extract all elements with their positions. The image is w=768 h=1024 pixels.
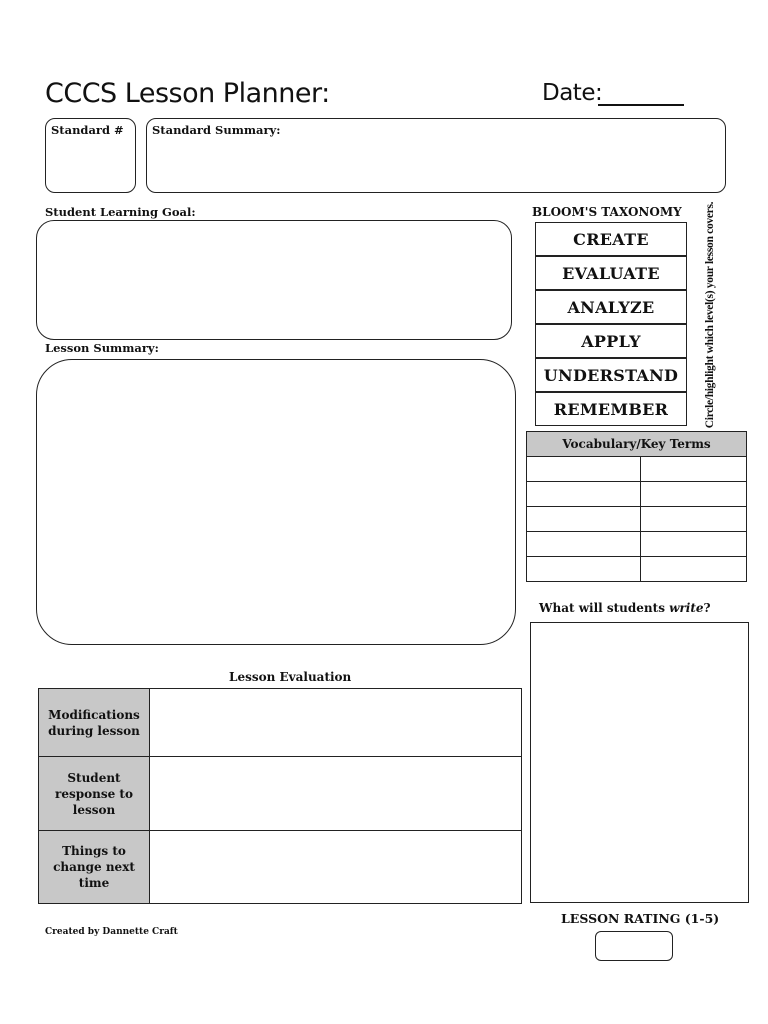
write-box[interactable] — [530, 622, 749, 903]
vocabulary-row — [527, 482, 747, 507]
bloom-instruction — [698, 201, 722, 429]
vocabulary-row — [527, 507, 747, 532]
vocabulary-definition-cell[interactable] — [641, 482, 747, 507]
bloom-level-evaluate[interactable]: EVALUATE — [535, 256, 687, 290]
standard-number-box[interactable] — [45, 118, 136, 193]
learning-goal-label: Student Learning Goal: — [45, 205, 196, 219]
standard-number-label: Standard # — [51, 123, 124, 137]
vocabulary-term-cell[interactable] — [527, 457, 641, 482]
vocabulary-term-cell[interactable] — [527, 482, 641, 507]
vocabulary-table — [526, 431, 747, 582]
evaluation-heading: Lesson Evaluation — [229, 670, 352, 684]
rating-label: LESSON RATING (1-5) — [561, 911, 720, 926]
bloom-heading: BLOOM'S TAXONOMY — [532, 205, 682, 219]
bloom-level-remember[interactable]: REMEMBER — [535, 392, 687, 426]
learning-goal-box[interactable] — [36, 220, 512, 340]
vocabulary-term-cell[interactable] — [527, 557, 641, 582]
vocabulary-row — [527, 557, 747, 582]
bloom-level-apply[interactable]: APPLY — [535, 324, 687, 358]
vocabulary-definition-cell[interactable] — [641, 532, 747, 557]
vocabulary-row — [527, 457, 747, 482]
bloom-instruction-text: Circle/highlight which level(s) your lesson covers. — [704, 201, 716, 429]
evaluation-entry-cell[interactable] — [150, 689, 522, 757]
evaluation-table — [38, 688, 522, 904]
vocabulary-heading: Vocabulary/Key Terms — [527, 432, 747, 457]
evaluation-row — [39, 831, 522, 904]
evaluation-row-label: Things to change next time — [39, 831, 150, 904]
credit-text: Created by Dannette Craft — [45, 927, 178, 937]
evaluation-row-label: Student response to lesson — [39, 757, 150, 831]
write-prompt-prefix: What will students — [539, 601, 670, 615]
rating-box[interactable] — [595, 931, 673, 961]
evaluation-entry-cell[interactable] — [150, 831, 522, 904]
page-title: CCCS Lesson Planner: — [45, 78, 330, 109]
lesson-summary-label: Lesson Summary: — [45, 341, 159, 355]
vocabulary-definition-cell[interactable] — [641, 557, 747, 582]
standard-summary-label: Standard Summary: — [152, 123, 281, 137]
write-prompt — [539, 601, 711, 615]
bloom-level-analyze[interactable]: ANALYZE — [535, 290, 687, 324]
evaluation-row-label: Modifications during lesson — [39, 689, 150, 757]
bloom-level-understand[interactable]: UNDERSTAND — [535, 358, 687, 392]
write-prompt-emphasis: write — [669, 601, 704, 615]
lesson-summary-box[interactable] — [36, 359, 516, 645]
date-label: Date: — [542, 80, 603, 106]
vocabulary-term-cell[interactable] — [527, 532, 641, 557]
write-prompt-suffix: ? — [703, 601, 711, 615]
vocabulary-definition-cell[interactable] — [641, 457, 747, 482]
bloom-level-create[interactable]: CREATE — [535, 222, 687, 256]
evaluation-entry-cell[interactable] — [150, 757, 522, 831]
standard-summary-box[interactable] — [146, 118, 726, 193]
evaluation-row — [39, 689, 522, 757]
vocabulary-definition-cell[interactable] — [641, 507, 747, 532]
date-blank-line[interactable] — [598, 104, 684, 106]
vocabulary-term-cell[interactable] — [527, 507, 641, 532]
vocabulary-row — [527, 532, 747, 557]
evaluation-row — [39, 757, 522, 831]
